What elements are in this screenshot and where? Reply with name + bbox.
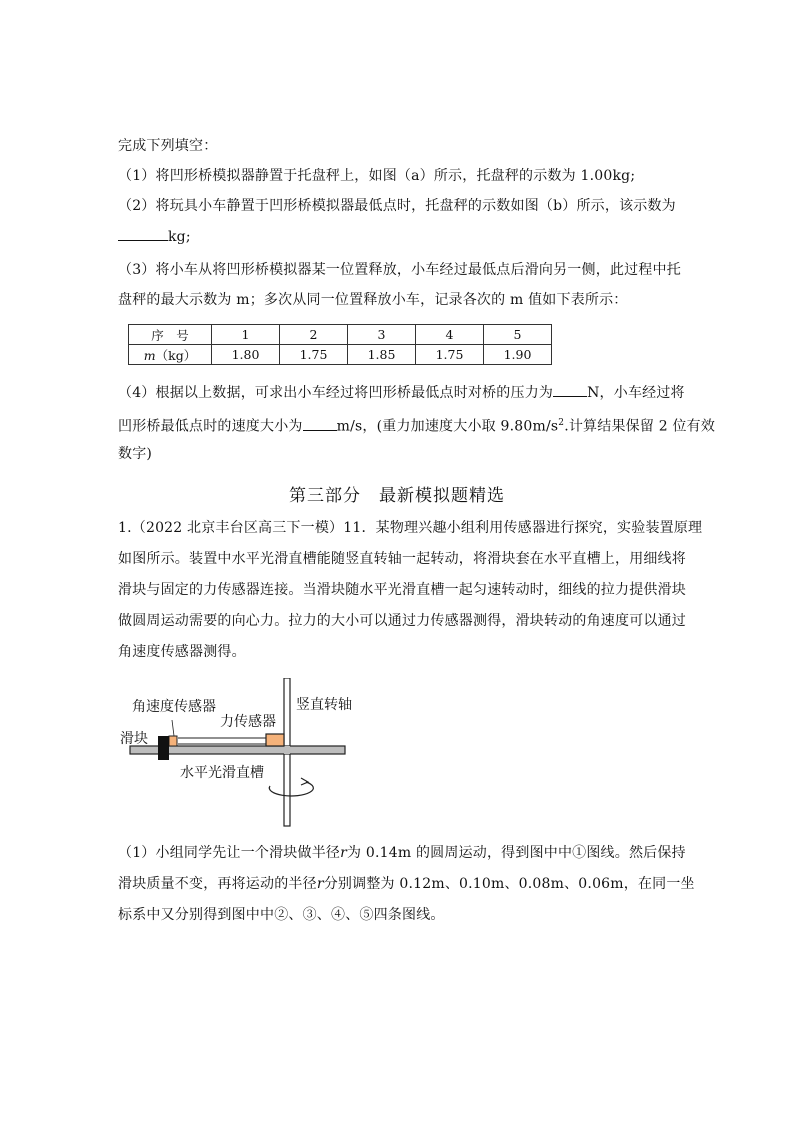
answer-blank[interactable] bbox=[553, 382, 587, 397]
table-cell: 2 bbox=[280, 325, 348, 345]
var-m: m bbox=[143, 347, 156, 363]
table-row bbox=[129, 325, 552, 345]
label-pointer bbox=[172, 720, 174, 736]
problem-1-line1: 1.（2022 北京丰台区高三下一模）11．某物理兴趣小组利用传感器进行探究，实验装置原理 bbox=[118, 520, 703, 536]
text: 滑块质量不变，再将运动的半径 bbox=[118, 876, 317, 892]
var-r: r bbox=[316, 876, 324, 892]
slider-block bbox=[158, 736, 169, 760]
angular-velocity-sensor bbox=[169, 736, 177, 746]
question-3-line1: （3）将小车从将凹形桥模拟器某一位置释放，小车经过最低点后滑向另一侧，此过程中托 bbox=[118, 262, 681, 278]
table-header-cell bbox=[129, 345, 212, 365]
table-cell: 1.90 bbox=[484, 345, 552, 365]
table-cell: 1 bbox=[212, 325, 280, 345]
text: .计算结果保留 2 位有效 bbox=[564, 418, 716, 435]
question-2-line2 bbox=[118, 226, 688, 247]
table-cell: 4 bbox=[416, 325, 484, 345]
superscript: 2 bbox=[558, 418, 565, 428]
table-cell: 1.85 bbox=[348, 345, 416, 365]
shaft-groove-joint bbox=[284, 746, 290, 754]
table-header-cell: 序 号 bbox=[129, 325, 212, 345]
unit: （kg） bbox=[155, 347, 197, 363]
question-4-line2 bbox=[118, 413, 716, 437]
force-sensor bbox=[266, 734, 284, 746]
text: （1）小组同学先让一个滑块做半径 bbox=[118, 845, 341, 861]
text: 分别调整为 0.12m、0.10m、0.08m、0.06m，在同一坐 bbox=[323, 876, 695, 892]
text: m/s，(重力加速度大小取 9.80m/s bbox=[336, 418, 559, 435]
question-2-line1: （2）将玩具小车静置于凹形桥模拟器最低点时，托盘秤的示数如图（b）所示，该示数为 bbox=[118, 198, 676, 214]
intro-text: 完成下列填空： bbox=[118, 138, 218, 154]
unit-text: kg; bbox=[168, 229, 191, 245]
problem-1-line5: 角速度传感器测得。 bbox=[118, 644, 246, 660]
answer-blank[interactable] bbox=[303, 416, 337, 431]
problem-1-line3: 滑块与固定的力传感器连接。当滑块随水平光滑直槽一起匀速转动时，细线的拉力提供滑块 bbox=[118, 582, 686, 598]
table-row bbox=[129, 345, 552, 365]
table-cell: 3 bbox=[348, 325, 416, 345]
sub-question-1-line1 bbox=[118, 843, 688, 863]
rotation-arrow-head bbox=[301, 778, 308, 785]
question-4-line1 bbox=[118, 382, 688, 403]
problem-1-line2: 如图所示。装置中水平光滑直槽能随竖直转轴一起转动，将滑块套在水平直槽上，用细线将 bbox=[118, 551, 686, 567]
sub-question-1-line3: 标系中又分别得到图中中②、③、④、⑤四条图线。 bbox=[118, 907, 445, 923]
table-cell: 1.75 bbox=[280, 345, 348, 365]
answer-blank[interactable] bbox=[118, 226, 168, 241]
text: （4）根据以上数据，可求出小车经过将凹形桥最低点时对桥的压力为 bbox=[118, 385, 554, 401]
var-r: r bbox=[340, 845, 348, 861]
section-title: 第三部分 最新模拟题精选 bbox=[289, 486, 505, 506]
question-3-line2: 盘秤的最大示数为 m；多次从同一位置释放小车，记录各次的 m 值如下表所示： bbox=[118, 292, 628, 308]
table-cell: 5 bbox=[484, 325, 552, 345]
measurement-table bbox=[128, 324, 552, 365]
apparatus-diagram bbox=[120, 678, 380, 828]
label-horizontal-groove: 水平光滑直槽 bbox=[180, 765, 264, 781]
sub-question-1-line2 bbox=[118, 874, 695, 894]
label-slider: 滑块 bbox=[120, 731, 148, 747]
rotation-arrow bbox=[269, 782, 313, 796]
text: 凹形桥最低点时的速度大小为 bbox=[118, 418, 303, 435]
text: N，小车经过将 bbox=[587, 385, 685, 401]
question-4-line3: 数字) bbox=[118, 446, 153, 462]
table-cell: 1.80 bbox=[212, 345, 280, 365]
label-angular-velocity-sensor: 角速度传感器 bbox=[132, 699, 216, 715]
table-cell: 1.75 bbox=[416, 345, 484, 365]
question-1: （1）将凹形桥模拟器静置于托盘秤上，如图（a）所示，托盘秤的示数为 1.00kg; bbox=[118, 168, 636, 184]
label-vertical-axis: 竖直转轴 bbox=[296, 697, 352, 713]
problem-1-line4: 做圆周运动需要的向心力。拉力的大小可以通过力传感器测得，滑块转动的角速度可以通过 bbox=[118, 613, 686, 629]
text: 为 0.14m 的圆周运动，得到图中中①图线。然后保持 bbox=[347, 845, 686, 861]
label-force-sensor: 力传感器 bbox=[220, 714, 276, 730]
